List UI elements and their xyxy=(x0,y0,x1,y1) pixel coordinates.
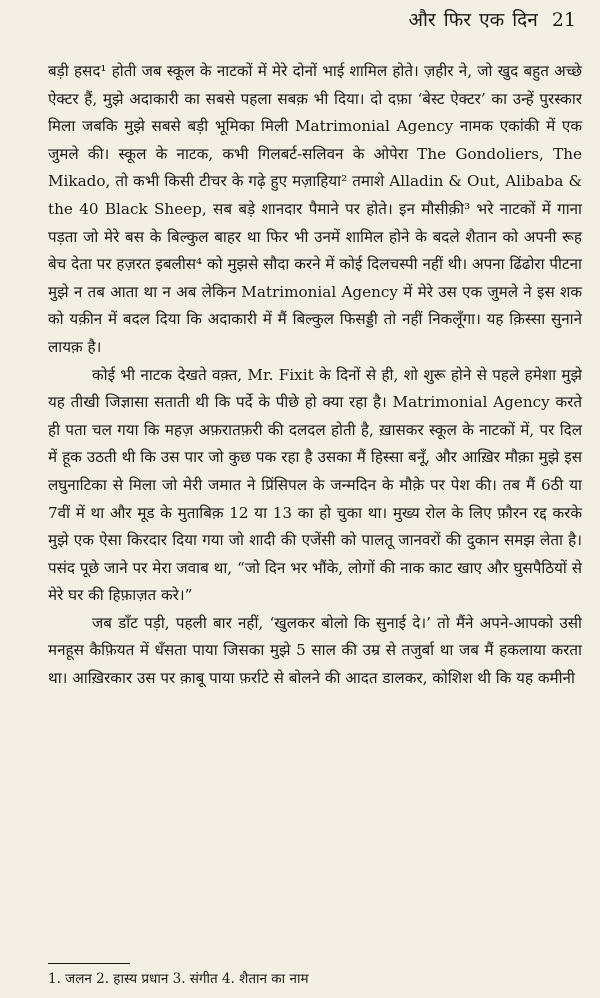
body-text xyxy=(48,58,582,693)
paragraph-3: जब डाँट पड़ी, पहली बार नहीं, ‘खुलकर बोलो कि सुनाई दे।’ तो मैंने अपने-आपको उसी मनहूस कैफ़ियत में धँसता पाया जिसका मुझे 5 साल की उम्र से तजुर्बा था जब मैं हकलाया करता था। आख़िरकार उस पर क़ाबू पाया फ़र्राटे से बोलने की आदत डालकर, कोशिश थी कि यह कमीनी xyxy=(48,613,582,688)
footnote-rule xyxy=(48,963,130,964)
paragraph-1: बड़ी हसद¹ होती जब स्कूल के नाटकों में मेरे दोनों भाई शामिल होते। ज़हीर ने, जो खुद बहुत अच्छे ऐक्टर हैं, मुझे अदाकारी का सबसे पहला सबक़ भी दिया। दो दफ़ा ‘बेस्ट ऐक्टर’ का उन्हें पुरस्कार मिला जबकि मुझे सबसे बड़ी भूमिका मिली Matrimonial Agency नामक एकांकी में एक जुमले की। स्कूल के नाटक, कभी गिलबर्ट-सलिवन के ओपेरा The Gondoliers, The Mikado, तो कभी किसी टीचर के गढ़े हुए मज़ाहिया² तमाशे Alladin & Out, Alibaba & the 40 Black Sheep, सब बड़े शानदार पैमाने पर होते। इन मौसीक़ी³ भरे नाटकों में गाना पड़ता जो मेरे बस के बिल्कुल बाहर था फिर भी उनमें शामिल होने के बदले शैतान को अपनी रूह बेच देता पर हज़रत इबलीस⁴ को मुझसे सौदा करने में कोई दिलचस्पी नहीं थी। अपना ढिंढोरा पीटना मुझे न तब आता था न अब लेकिन Matrimonial Agency में मेरे उस एक जुमले ने इस शक को यक़ीन में बदल दिया कि अदाकारी में मैं बिल्कुल फिसड्डी तो नहीं निकलूँगा। यह क़िस्सा सुनाने लायक़ है। xyxy=(48,62,582,356)
running-header xyxy=(408,6,576,34)
paragraph-2: कोई भी नाटक देखते वक़्त, Mr. Fixit के दिनों से ही, शो शुरू होने से पहले हमेशा मुझे यह तीखी जिज्ञासा सताती थी कि पर्दे के पीछे हो क्या रहा है। Matrimonial Agency करते ही पता चल गया कि महज़ अफ़रातफ़री की दलदल होती है, ख़ासकर स्कूल के नाटकों में, पर दिल में हूक उठती थी कि उस पार जो कुछ पक रहा है उसका मैं हिस्सा बनूँ, और आख़िर मौक़ा मुझे इस लघुनाटिका से मिला जो मेरी जमात ने प्रिंसिपल के जन्मदिन के मौक़े पर पेश की। तब मैं 6ठी या 7वीं में था और मूड के मुताबिक़ 12 या 13 का हो चुका था। मुख्य रोल के लिए फ़ौरन रद्द करके मुझे एक ऐसा किरदार दिया गया जो शादी की एजेंसी को पालतू जानवरों की दुकान समझ लेता है। पसंद पूछे जाने पर मेरा जवाब था, “जो दिन भर भौंके, लोगों की नाक काट खाए और घुसपैठियों से मेरे घर की हिफ़ाज़त करे।” xyxy=(48,365,582,605)
page-number: 21 xyxy=(551,9,576,31)
running-title: और फिर एक दिन xyxy=(408,9,538,31)
footnotes: 1. जलन 2. हास्य प्रधान 3. संगीत 4. शैतान का नाम xyxy=(48,971,309,987)
